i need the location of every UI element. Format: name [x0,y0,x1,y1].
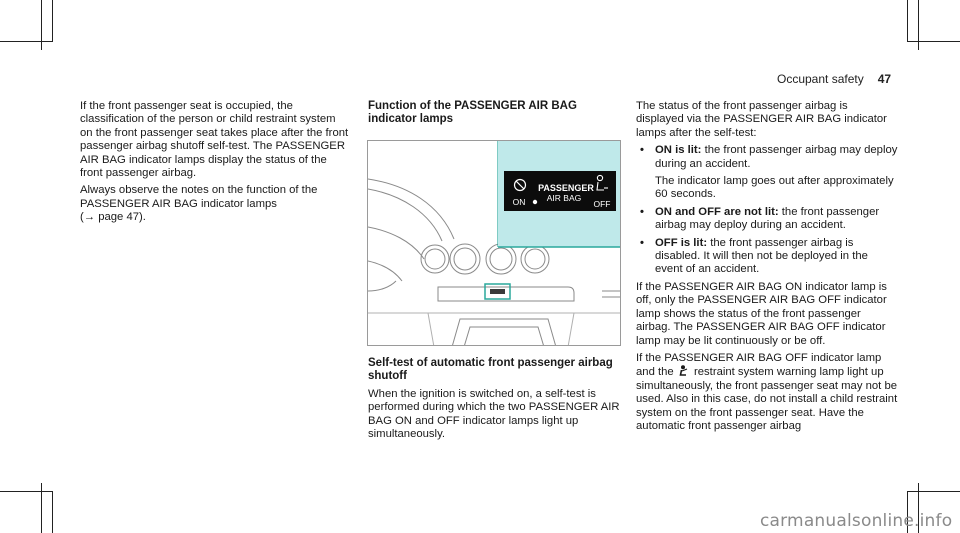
paragraph-text: Always observe the notes on the function of the PASSENGER AIR BAG indicator lamps [80,184,318,210]
crop-mark [907,41,960,42]
paragraph-text: restraint system warning lamp light up simultaneously, the front passenger seat may not be used. Also in this case, do not install a child restraint system on the front passenger seat. Have the automatic front passenger airbag [636,366,898,432]
paragraph [636,352,898,433]
dashboard-illustration [368,141,621,346]
list-item-text: the front passenger airbag may deploy during an accident. [655,205,880,232]
paragraph-text: If the PASSENGER AIR BAG OFF indicator lamp and the [636,351,882,379]
crop-mark [52,491,53,533]
list-item-note: The indicator lamp goes out after approximately 60 seconds. [655,175,894,201]
section-heading: Self-test of automatic front passenger airbag shutoff [368,357,613,383]
list-item-lead: ON and OFF are not lit: [655,205,779,218]
on-indicator-dot [533,200,537,204]
dashboard-figure [367,140,621,346]
off-label: OFF [593,199,611,209]
crop-mark [0,491,52,492]
running-header [777,72,891,86]
list-item [636,144,898,202]
page-number: 47 [877,72,892,86]
page-reference-link[interactable]: (→ page 47). [80,211,146,224]
right-column [636,100,898,437]
list-item [636,237,898,277]
list-item-lead: ON is lit: [655,144,702,157]
passenger-label: PASSENGER [538,183,594,193]
crop-mark [907,0,908,42]
crop-mark [41,0,42,50]
middle-column-lower [368,357,621,445]
crop-mark [52,0,53,42]
crop-mark [0,41,52,42]
crop-mark [918,0,919,50]
left-column [80,100,350,229]
paragraph: When the ignition is switched on, a self-test is performed during which the two PASSENGER AIR BAG ON and OFF indicator lamps light up simultaneously. [368,387,620,441]
section-heading: Function of the PASSENGER AIR BAG indicator lamps [368,100,577,126]
list-item-text: the front passenger airbag may deploy during an accident. [655,144,898,170]
crop-mark [907,491,960,492]
watermark: carmanualsonline.info [760,511,953,531]
airbag-label: AIR BAG [546,193,582,203]
paragraph [80,184,350,224]
list-item-text: the front passenger airbag is disabled. It will then not be deployed in the event of an accident. [655,236,868,276]
paragraph: If the PASSENGER AIR BAG ON indicator lamp is off, only the PASSENGER AIR BAG OFF indicator lamp shows the status of the front passenger airbag. The PASSENGER AIR BAG OFF indicator lamp may be lit continuously or be off. [636,280,887,347]
list-item [636,206,898,233]
middle-column [368,100,621,131]
restraint-system-warning-icon [677,365,691,377]
paragraph: The status of the front passenger airbag is displayed via the PASSENGER AIR BAG indicator lamps after the self-test: [636,100,887,139]
status-list [636,144,898,277]
section-title: Occupant safety [777,72,864,86]
on-label: ON [512,197,526,207]
paragraph: If the front passenger seat is occupied, the classification of the person or child restraint system on the front passenger seat takes place after the front passenger airbag shutoff self-test. The PASSENGER AIR BAG indicator lamps display the status of the front passenger airbag. [80,100,349,180]
list-item-lead: OFF is lit: [655,236,708,249]
